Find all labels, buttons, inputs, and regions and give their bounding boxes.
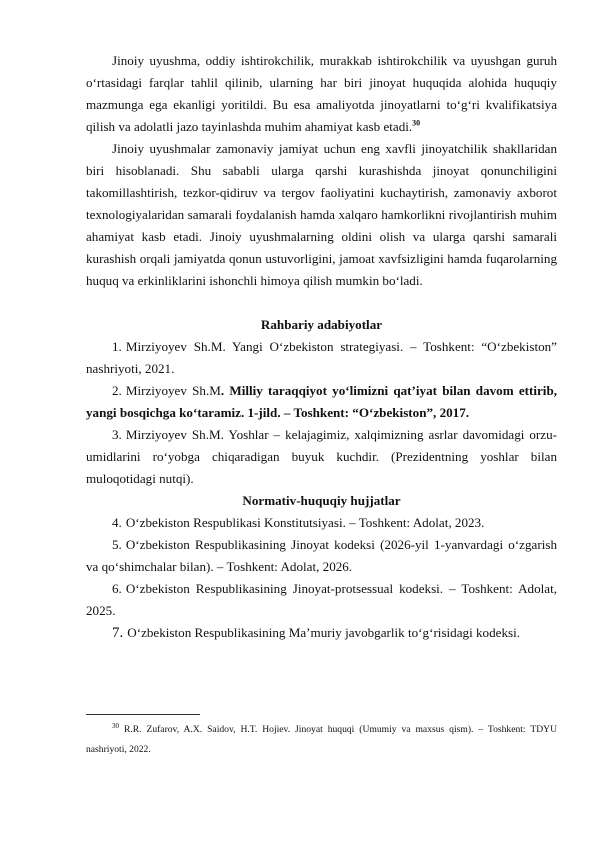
heading-normative-documents: Normativ-huquqiy hujjatlar	[242, 493, 401, 508]
reference-3: 3. Mirziyoyev Sh.M. Yoshlar – kelajagimiz, xalqimizning asrlar davomidagi orzu-umidlarini ro‘yobga chiqaradigan buyuk kuchdir. (Prezidentning yoshlar bilan muloqotidagi nutqi).	[86, 427, 557, 486]
heading-primary-literature: Rahbariy adabiyotlar	[260, 317, 383, 332]
reference-5: 5. O‘zbekiston Respublikasining Jinoyat kodeksi (2026-yil 1-yanvardagi o‘zgarish va qo‘shimchalar bilan). – Toshkent: Adolat, 2026.	[86, 537, 557, 574]
reference-2: 2. Mirziyoyev Sh.M. Milliy taraqqiyot yo‘limizni qat’iyat bilan davom ettirib, yangi bosqichga ko‘taramiz. 1-jild. – Toshkent: “O‘zbekiston”, 2017.	[86, 383, 558, 420]
paragraph-2: Jinoiy uyushmalar zamonaviy jamiyat uchun eng xavfli jinoyatchilik shakllaridan biri hisoblanadi. Shu sababli ularga qarshi kurashishda jinoyat qonunchiligini takomillashtirish, tezkor-qidiruv va tergov faoliyatini kuchaytirish, zamonaviy axborot texnologiyalaridan samarali foydalanish hamda xalqaro hamkorlikni rivojlantirish muhim ahamiyat kasb etadi. Jinoiy uyushmalarning oldini olish va ularga qarshi samarali kurashish orqali jamiyatda qonun ustuvorligini, jamoat xavfsizligini hamda fuqarolarning huquq va erkinliklarini ishonchli himoya qilish mumkin bo‘ladi.	[86, 141, 557, 288]
reference-7: 7. O‘zbekiston Respublikasining Ma’muriy javobgarlik to‘g‘risidagi kodeksi.	[112, 625, 520, 641]
footnote: $^{30}$ R.R. Zufarov, A.X. Saidov, H.T. Hojiev. Jinoyat huquqi (Umumiy va maxsus qism). – Toshkent: TDYU nashriyoti, 2022.	[86, 721, 557, 755]
footnote-ref[interactable]: 30	[412, 118, 421, 128]
footnote-number: 30	[112, 721, 119, 730]
reference-4: 4. O‘zbekiston Respublikasi Konstitutsiyasi. – Toshkent: Adolat, 2023.	[112, 515, 485, 530]
paragraph-1: Jinoiy uyushma, oddiy ishtirokchilik, murakkab ishtirokchilik va uyushgan guruh o‘rtasidagi farqlar tahlil qilinib, ularning har biri jinoyat huquqida alohida huquqiy mazmunga ega ekanligi yoritildi. Bu esa amaliyotda jinoyatlarni to‘g‘ri kvalifikatsiya qilish va adolatli jazo tayinlashda muhim ahamiyat kasb etadi.$^{30}$	[86, 53, 557, 134]
reference-1: 1. Mirziyoyev Sh.M. Yangi O‘zbekiston strategiyasi. – Toshkent: “O‘zbekiston” nashriyoti, 2021.	[86, 339, 557, 376]
document-body	[86, 50, 557, 644]
reference-6: 6. O‘zbekiston Respublikasining Jinoyat-protsessual kodeksi. – Toshkent: Adolat, 2025.	[86, 581, 557, 618]
footnote-divider	[86, 714, 200, 715]
